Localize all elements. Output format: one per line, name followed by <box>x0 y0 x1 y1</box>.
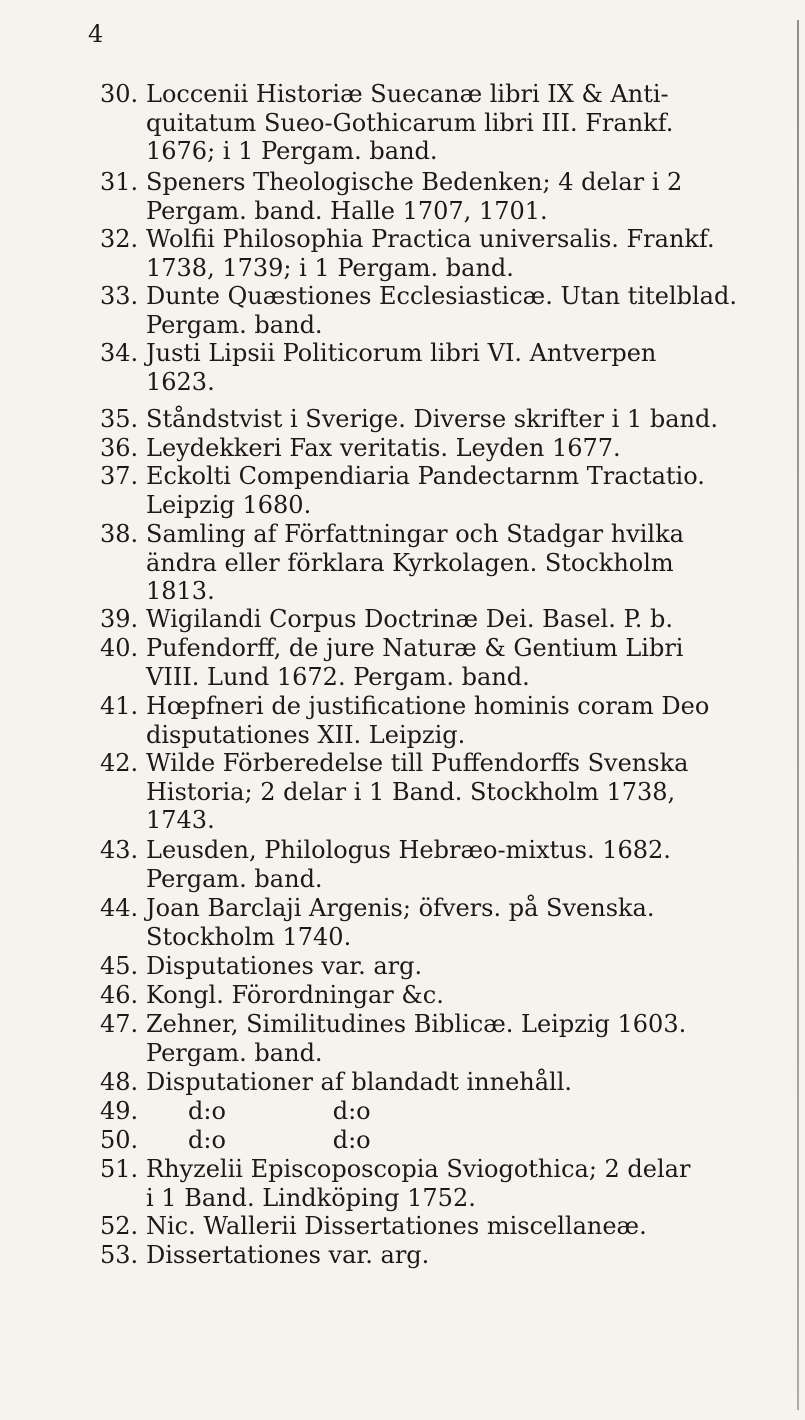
entry-text <box>146 168 742 225</box>
entry-line: Hœpfneri de justificatione hominis coram Deo <box>146 692 710 720</box>
entry-number: 43. <box>100 836 139 864</box>
entry-text <box>146 1241 742 1270</box>
entry-line: d:o d:o <box>188 1126 371 1154</box>
entry-line: Zehner, Similitudines Biblicæ. Leipzig 1603. <box>146 1010 687 1038</box>
entry-text <box>146 225 742 282</box>
catalogue-entry <box>0 462 805 519</box>
entry-text <box>146 405 742 434</box>
catalogue-entry <box>0 1126 805 1155</box>
entry-number: 37. <box>100 462 139 490</box>
entry-number: 51. <box>100 1155 139 1183</box>
entry-line: Ståndstvist i Sverige. Diverse skrifter i 1 band. <box>146 405 718 433</box>
entry-text <box>146 520 742 606</box>
entry-line: Pufendorff, de jure Naturæ & Gentium Libri <box>146 634 684 662</box>
catalogue-entry <box>0 749 805 835</box>
entry-number: 47. <box>100 1010 139 1038</box>
entry-line: Joan Barclaji Argenis; öfvers. på Svenska. <box>146 894 655 922</box>
entry-number: 38. <box>100 520 139 548</box>
catalogue-entry <box>0 1068 805 1097</box>
entry-number: 36. <box>100 434 139 462</box>
catalogue-entry <box>0 836 805 893</box>
entry-text <box>146 894 742 951</box>
entry-line: Leusden, Philologus Hebræo-mixtus. 1682. <box>146 836 671 864</box>
entry-line: disputationes XII. Leipzig. <box>146 720 466 749</box>
catalogue-entry <box>0 1097 805 1126</box>
entry-number: 30. <box>100 80 139 108</box>
entry-line: d:o d:o <box>188 1097 371 1125</box>
entry-number: 45. <box>100 952 139 980</box>
entry-text <box>146 605 742 634</box>
entry-text <box>146 282 742 339</box>
entry-line: Dunte Quæstiones Ecclesiasticæ. Utan titelblad. <box>146 282 737 310</box>
catalogue-entry <box>0 434 805 463</box>
entry-number: 44. <box>100 894 139 922</box>
catalogue-entry <box>0 952 805 981</box>
entry-text <box>146 836 742 893</box>
entry-number: 31. <box>100 168 139 196</box>
entry-number: 33. <box>100 282 139 310</box>
catalogue-entry <box>0 981 805 1010</box>
entry-text <box>146 1155 742 1212</box>
entry-line: Disputationer af blandadt innehåll. <box>146 1068 573 1096</box>
entry-text <box>146 952 742 981</box>
entry-number: 39. <box>100 605 139 633</box>
catalogue-entry <box>0 168 805 225</box>
entry-line: Pergam. band. <box>146 310 323 339</box>
entry-line: 1743. <box>146 806 215 834</box>
catalogue-entry <box>0 282 805 339</box>
entry-line: 1813. <box>146 577 215 605</box>
entry-line: 1676; i 1 Pergam. band. <box>146 137 438 165</box>
entry-number: 32. <box>100 225 139 253</box>
entry-line: Disputationes var. arg. <box>146 952 423 980</box>
entry-text <box>146 1126 742 1155</box>
entry-line: Historia; 2 delar i 1 Band. Stockholm 1738, <box>146 777 676 806</box>
entry-number: 46. <box>100 981 139 1009</box>
entry-line: Justi Lipsii Politicorum libri VI. Antverpen <box>146 339 657 367</box>
catalogue-entry <box>0 1241 805 1270</box>
entry-text <box>146 749 742 835</box>
entry-line: Dissertationes var. arg. <box>146 1241 430 1269</box>
catalogue-entry <box>0 405 805 434</box>
entry-line: Stockholm 1740. <box>146 922 352 951</box>
entry-line: Eckolti Compendiaria Pandectarnm Tractatio. <box>146 462 705 490</box>
entry-line: Leipzig 1680. <box>146 490 312 519</box>
catalogue-entry <box>0 339 805 396</box>
entry-line: 1738, 1739; i 1 Pergam. band. <box>146 253 514 282</box>
catalogue-entry <box>0 1010 805 1067</box>
entry-line: Pergam. band. Halle 1707, 1701. <box>146 196 548 225</box>
entry-text <box>146 434 742 463</box>
entry-text <box>146 1068 742 1097</box>
entry-line: Kongl. Förordningar &c. <box>146 981 444 1009</box>
entry-text <box>146 634 742 691</box>
entry-text <box>146 692 742 749</box>
entry-text <box>146 1010 742 1067</box>
entry-line: quitatum Sueo-Gothicarum libri III. Frankf. <box>146 108 674 137</box>
entry-line: 1623. <box>146 367 215 396</box>
entry-line: VIII. Lund 1672. Pergam. band. <box>146 662 530 691</box>
entry-text <box>146 462 742 519</box>
catalogue-entry <box>0 1155 805 1212</box>
entry-number: 50. <box>100 1126 139 1154</box>
page-number: 4 <box>88 20 104 48</box>
entry-number: 41. <box>100 692 139 720</box>
entry-line: Leydekkeri Fax veritatis. Leyden 1677. <box>146 434 621 462</box>
catalogue-entry <box>0 520 805 606</box>
entry-text <box>146 981 742 1010</box>
entry-line: i 1 Band. Lindköping 1752. <box>146 1183 476 1212</box>
catalogue-entry <box>0 634 805 691</box>
entry-number: 53. <box>100 1241 139 1269</box>
entry-line: Wigilandi Corpus Doctrinæ Dei. Basel. P. b. <box>146 605 674 633</box>
entry-line: Pergam. band. <box>146 864 323 893</box>
entry-line: Loccenii Historiæ Suecanæ libri IX & Anti- <box>146 80 669 108</box>
catalogue-entry <box>0 894 805 951</box>
entry-number: 40. <box>100 634 139 662</box>
entry-line: Rhyzelii Episcoposcopia Sviogothica; 2 delar <box>146 1155 691 1183</box>
entry-line: Samling af Författningar och Stadgar hvilka <box>146 520 684 548</box>
entry-number: 48. <box>100 1068 139 1096</box>
entry-number: 49. <box>100 1097 139 1125</box>
entry-text <box>146 1097 742 1126</box>
catalogue-entry <box>0 605 805 634</box>
entry-text <box>146 339 742 396</box>
entry-text <box>146 80 742 166</box>
catalogue-entry <box>0 692 805 749</box>
entry-number: 35. <box>100 405 139 433</box>
entry-line: Pergam. band. <box>146 1038 323 1067</box>
entry-line: ändra eller förklara Kyrkolagen. Stockholm <box>146 548 674 577</box>
catalogue-entry <box>0 80 805 166</box>
entry-number: 42. <box>100 749 139 777</box>
entry-line: Wilde Förberedelse till Puffendorffs Svenska <box>146 749 689 777</box>
entry-number: 52. <box>100 1212 139 1240</box>
entry-line: Speners Theologische Bedenken; 4 delar i 2 <box>146 168 683 196</box>
entry-line: Nic. Wallerii Dissertationes miscellaneæ. <box>146 1212 647 1240</box>
catalogue-entry <box>0 225 805 282</box>
entry-line: Wolfii Philosophia Practica universalis. Frankf. <box>146 225 715 253</box>
catalogue-entry <box>0 1212 805 1241</box>
entry-text <box>146 1212 742 1241</box>
entry-number: 34. <box>100 339 139 367</box>
